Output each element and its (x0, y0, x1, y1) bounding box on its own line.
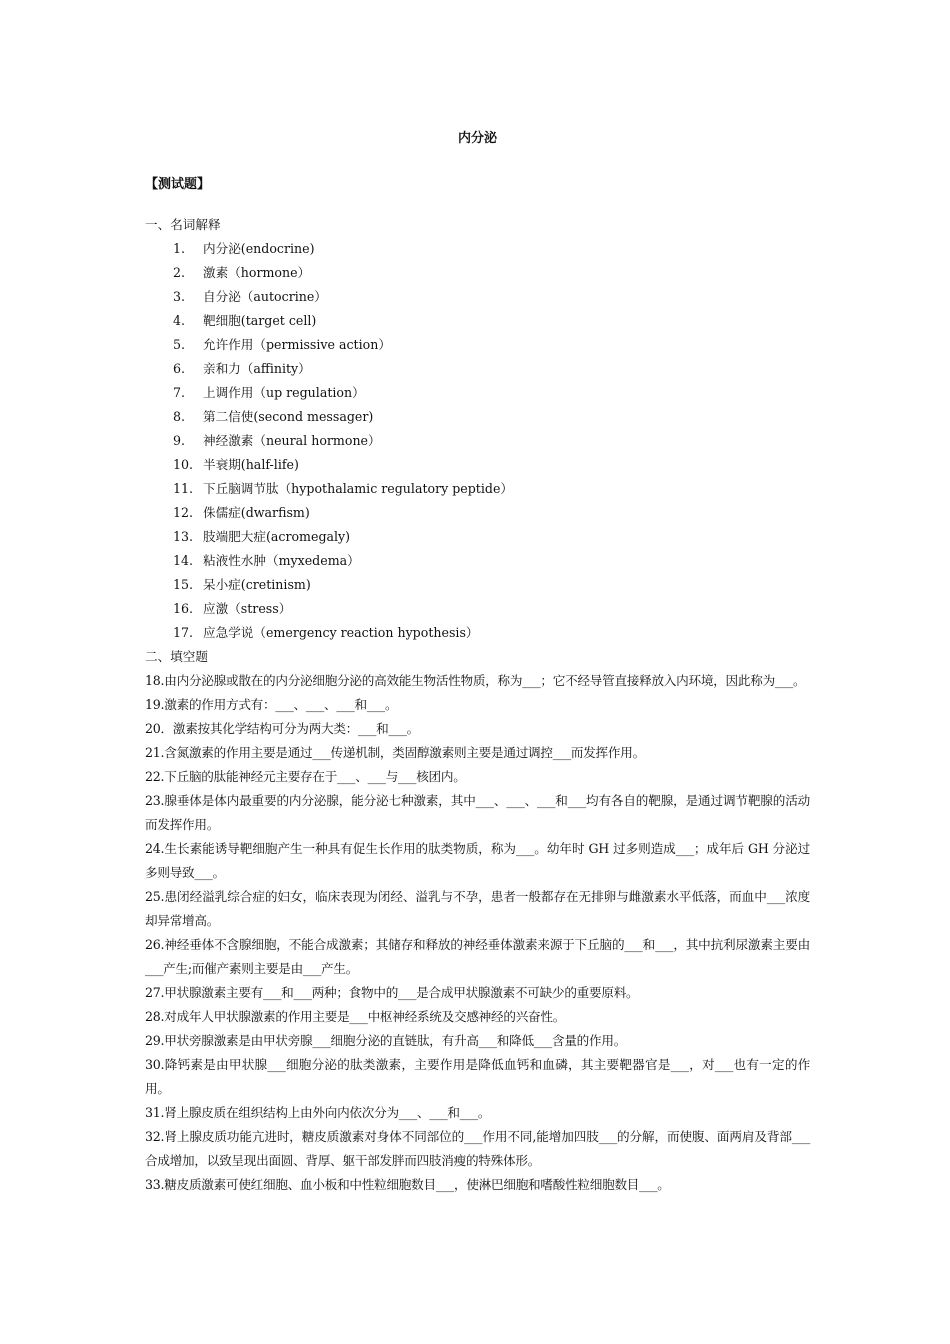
term-item (145, 549, 810, 573)
term-number: 5. (173, 337, 186, 352)
question-item: 18.由内分泌腺或散在的内分泌细胞分泌的高效能生物活性物质，称为___；它不经导管直接释放入内环境，因此称为___。 (145, 673, 806, 688)
term-number: 17. (173, 625, 194, 640)
term-item (145, 453, 810, 477)
question-item: 21.含氮激素的作用主要是通过___传递机制，类固醇激素则主要是通过调控___而发挥作用。 (145, 745, 645, 760)
term-text: 下丘脑调节肽（hypothalamic regulatory peptide） (203, 481, 514, 496)
term-item (145, 597, 810, 621)
term-item (145, 429, 810, 453)
term-number: 12. (173, 505, 194, 520)
page-title: 内分泌 (457, 131, 497, 146)
term-number: 14. (173, 553, 194, 568)
question-item: 25.患闭经溢乳综合症的妇女，临床表现为闭经、溢乳与不孕，患者一般都存在无排卵与雌激素水平低落，而血中___浓度却异常增高。 (145, 889, 810, 928)
term-number: 9. (173, 433, 186, 448)
term-number: 3. (173, 289, 186, 304)
term-text: 靶细胞(target cell) (203, 313, 317, 328)
term-text: 侏儒症(dwarfism) (203, 505, 310, 520)
term-text: 激素（hormone） (203, 265, 311, 280)
question-item: 30.降钙素是由甲状腺___细胞分泌的肽类激素，主要作用是降低血钙和血磷，其主要靶器官是___，对___也有一定的作用。 (145, 1057, 810, 1096)
question-item: 20．激素按其化学结构可分为两大类：___和___。 (145, 721, 419, 736)
term-item (145, 309, 810, 333)
term-text: 半衰期(half-life) (203, 457, 299, 472)
term-text: 呆小症(cretinism) (203, 577, 311, 592)
term-text: 亲和力（affinity） (203, 361, 311, 376)
term-item (145, 333, 810, 357)
term-item (145, 285, 810, 309)
question-item: 24.生长素能诱导靶细胞产生一种具有促生长作用的肽类物质，称为___。幼年时 GH 过多则造成___；成年后 GH 分泌过多则导致___。 (145, 841, 810, 880)
question-item: 33.糖皮质激素可使红细胞、血小板和中性粒细胞数目___，使淋巴细胞和嗜酸性粒细胞数目___。 (145, 1177, 670, 1192)
term-text: 内分泌(endocrine) (203, 241, 315, 256)
term-text: 允许作用（permissive action） (203, 337, 391, 352)
question-item: 22.下丘脑的肽能神经元主要存在于___、___与___核团内。 (145, 769, 466, 784)
term-number: 6. (173, 361, 186, 376)
document-content (145, 213, 810, 1197)
question-item: 19.激素的作用方式有：___、___、___和___。 (145, 697, 398, 712)
term-item (145, 381, 810, 405)
term-number: 13. (173, 529, 194, 544)
term-item (145, 237, 810, 261)
question-list (145, 669, 810, 1197)
term-number: 1. (173, 241, 186, 256)
term-text: 肢端肥大症(acromegaly) (203, 529, 351, 544)
section-label-fill-in: 二、填空题 (145, 649, 208, 664)
question-item: 29.甲状旁腺激素是由甲状旁腺___细胞分泌的直链肽，有升高___和降低___含量的作用。 (145, 1033, 627, 1048)
question-item: 31.肾上腺皮质在组织结构上由外向内依次分为___、___和___。 (145, 1105, 491, 1120)
question-item: 28.对成年人甲状腺激素的作用主要是___中枢神经系统及交感神经的兴奋性。 (145, 1009, 566, 1024)
term-text: 神经激素（neural hormone） (203, 433, 381, 448)
term-text: 应急学说（emergency reaction hypothesis） (203, 625, 479, 640)
term-list (145, 237, 810, 645)
term-number: 16. (173, 601, 194, 616)
term-text: 自分泌（autocrine） (203, 289, 327, 304)
term-item (145, 525, 810, 549)
term-text: 粘液性水肿（myxedema） (203, 553, 360, 568)
term-text: 应激（stress） (203, 601, 292, 616)
question-item: 32.肾上腺皮质功能亢进时，糖皮质激素对身体不同部位的___作用不同,能增加四肢___的分解，而使腹、面两肩及背部___合成增加，以致呈现出面圆、背厚、躯干部发胖而四肢消瘦的特殊体形。 (145, 1129, 810, 1168)
term-item (145, 477, 810, 501)
section-label-terms: 一、名词解释 (145, 217, 221, 232)
term-item (145, 621, 810, 645)
term-number: 2. (173, 265, 186, 280)
term-item (145, 573, 810, 597)
term-number: 4. (173, 313, 186, 328)
term-item (145, 501, 810, 525)
term-text: 第二信使(second messager) (203, 409, 374, 424)
question-item: 27.甲状腺激素主要有___和___两种；食物中的___是合成甲状腺激素不可缺少的重要原料。 (145, 985, 639, 1000)
term-item (145, 261, 810, 285)
term-number: 7. (173, 385, 186, 400)
term-number: 8. (173, 409, 186, 424)
term-item (145, 357, 810, 381)
term-number: 15. (173, 577, 194, 592)
term-number: 11. (173, 481, 194, 496)
test-heading: 【测试题】 (145, 177, 211, 192)
question-item: 23.腺垂体是体内最重要的内分泌腺，能分泌七种激素，其中___、___、___和___均有各自的靶腺，是通过调节靶腺的活动而发挥作用。 (145, 793, 810, 832)
term-item (145, 405, 810, 429)
term-number: 10. (173, 457, 194, 472)
term-text: 上调作用（up regulation） (203, 385, 365, 400)
question-item: 26.神经垂体不含腺细胞，不能合成激素；其储存和释放的神经垂体激素来源于下丘脑的___和___，其中抗利尿激素主要由___产生;而催产素则主要是由___产生。 (145, 937, 810, 976)
